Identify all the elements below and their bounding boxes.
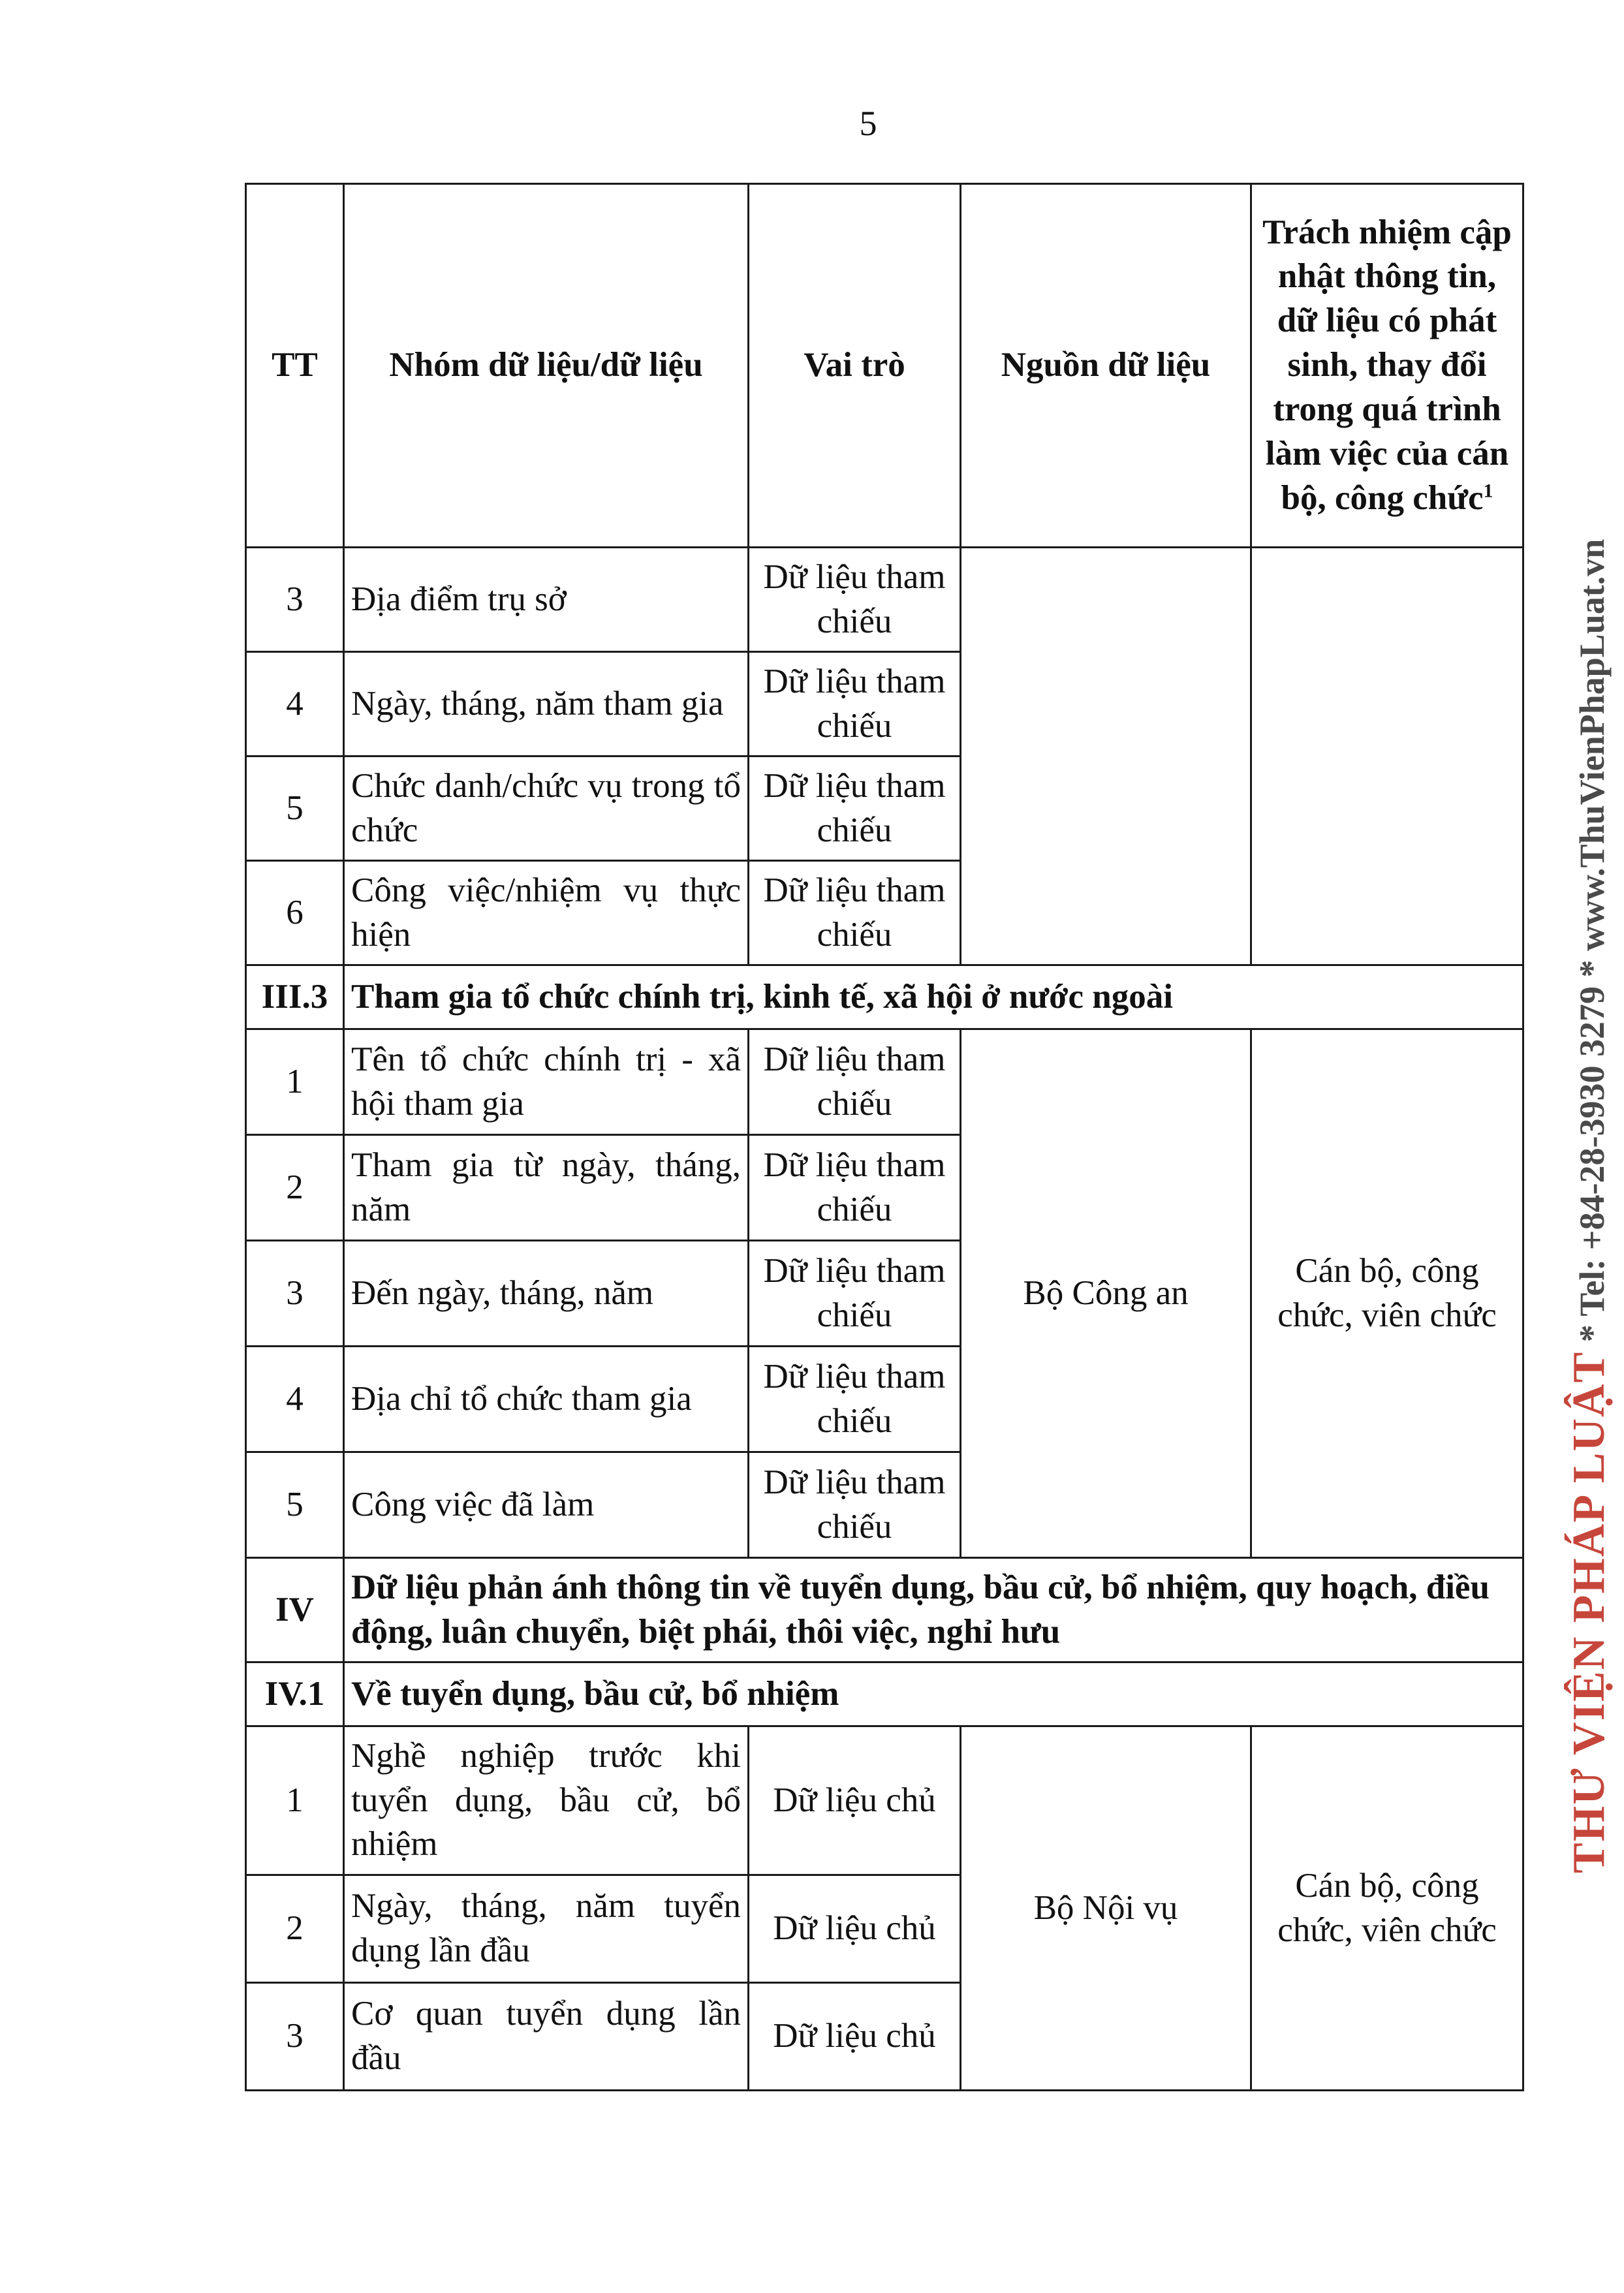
footnote-mark: 1 <box>1483 479 1493 501</box>
group-title: Về tuyển dụng, bầu cử, bổ nhiệm <box>344 1662 1523 1726</box>
page-number: 5 <box>859 104 877 143</box>
row-role: Dữ liệu tham chiếu <box>749 548 961 652</box>
row-name: Nghề nghiệp trước khi tuyển dụng, bầu cử, bổ nhiệm <box>344 1726 749 1875</box>
row-role: Dữ liệu tham chiếu <box>749 1241 961 1347</box>
row-name: Chức danh/chức vụ trong tổ chức <box>344 757 749 861</box>
responsibility-cell: Cán bộ, công chức, viên chức <box>1251 1029 1523 1558</box>
row-name: Địa điểm trụ sở <box>344 548 749 652</box>
row-tt: 2 <box>246 1135 344 1241</box>
table-row <box>246 1029 1523 1135</box>
row-role: Dữ liệu tham chiếu <box>749 1347 961 1452</box>
table-row <box>246 548 1523 652</box>
row-tt: 2 <box>246 1875 344 1983</box>
row-role: Dữ liệu chủ <box>749 1726 961 1875</box>
responsibility-cell: Cán bộ, công chức, viên chức <box>1251 1726 1523 2091</box>
row-name: Cơ quan tuyển dụng lần đầu <box>344 1983 749 2091</box>
header-role: Vai trò <box>749 184 961 548</box>
row-name: Ngày, tháng, năm tuyển dụng lần đầu <box>344 1875 749 1983</box>
header-responsibility-text: Trách nhiệm cập nhật thông tin, dữ liệu có phát sinh, thay đổi trong quá trình làm việc của cán bộ, công chức <box>1262 213 1512 517</box>
row-role: Dữ liệu chủ <box>749 1983 961 2091</box>
row-role: Dữ liệu tham chiếu <box>749 861 961 965</box>
row-tt: 3 <box>246 1241 344 1347</box>
table-row <box>246 1726 1523 1875</box>
group-code: III.3 <box>246 965 344 1029</box>
group-code: IV.1 <box>246 1662 344 1726</box>
row-role: Dữ liệu tham chiếu <box>749 1452 961 1558</box>
row-name: Tên tổ chức chính trị - xã hội tham gia <box>344 1029 749 1135</box>
row-tt: 1 <box>246 1726 344 1875</box>
row-name: Địa chỉ tổ chức tham gia <box>344 1347 749 1452</box>
row-role: Dữ liệu tham chiếu <box>749 1135 961 1241</box>
group-title: Dữ liệu phản ánh thông tin về tuyển dụng, bầu cử, bổ nhiệm, quy hoạch, điều động, luân chuyển, biệt phái, thôi việc, nghỉ hưu <box>344 1558 1523 1662</box>
row-name: Công việc/nhiệm vụ thực hiện <box>344 861 749 965</box>
header-tt: TT <box>246 184 344 548</box>
row-tt: 6 <box>246 861 344 965</box>
row-name: Tham gia từ ngày, tháng, năm <box>344 1135 749 1241</box>
row-tt: 4 <box>246 1347 344 1452</box>
data-source-cell: Bộ Nội vụ <box>961 1726 1251 2091</box>
row-role: Dữ liệu tham chiếu <box>749 652 961 757</box>
header-source: Nguồn dữ liệu <box>961 184 1251 548</box>
row-responsibility-empty <box>1251 548 1523 965</box>
row-tt: 5 <box>246 757 344 861</box>
row-tt: 4 <box>246 652 344 757</box>
group-row-iii3 <box>246 965 1523 1029</box>
row-tt: 3 <box>246 1983 344 2091</box>
group-title: Tham gia tổ chức chính trị, kinh tế, xã hội ở nước ngoài <box>344 965 1523 1029</box>
header-responsibility <box>1251 184 1523 548</box>
group-row-iv <box>246 1558 1523 1662</box>
watermark <box>1563 539 1616 1873</box>
row-role: Dữ liệu tham chiếu <box>749 757 961 861</box>
row-tt: 5 <box>246 1452 344 1558</box>
data-source-cell: Bộ Công an <box>961 1029 1251 1558</box>
header-name: Nhóm dữ liệu/dữ liệu <box>344 184 749 548</box>
row-source-empty <box>961 548 1251 965</box>
group-code: IV <box>246 1558 344 1662</box>
row-tt: 1 <box>246 1029 344 1135</box>
row-role: Dữ liệu chủ <box>749 1875 961 1983</box>
watermark-brand: THƯ VIỆN PHÁP LUẬT <box>1564 1350 1614 1873</box>
row-name: Ngày, tháng, năm tham gia <box>344 652 749 757</box>
table-header-row <box>246 184 1523 548</box>
group-row-iv1 <box>246 1662 1523 1726</box>
row-tt: 3 <box>246 548 344 652</box>
data-table <box>245 183 1524 2091</box>
row-role: Dữ liệu tham chiếu <box>749 1029 961 1135</box>
watermark-contact: * Tel: +84-28-3930 3279 * www.ThuVienPhapLuat.vn <box>1572 538 1612 1343</box>
row-name: Công việc đã làm <box>344 1452 749 1558</box>
row-name: Đến ngày, tháng, năm <box>344 1241 749 1347</box>
